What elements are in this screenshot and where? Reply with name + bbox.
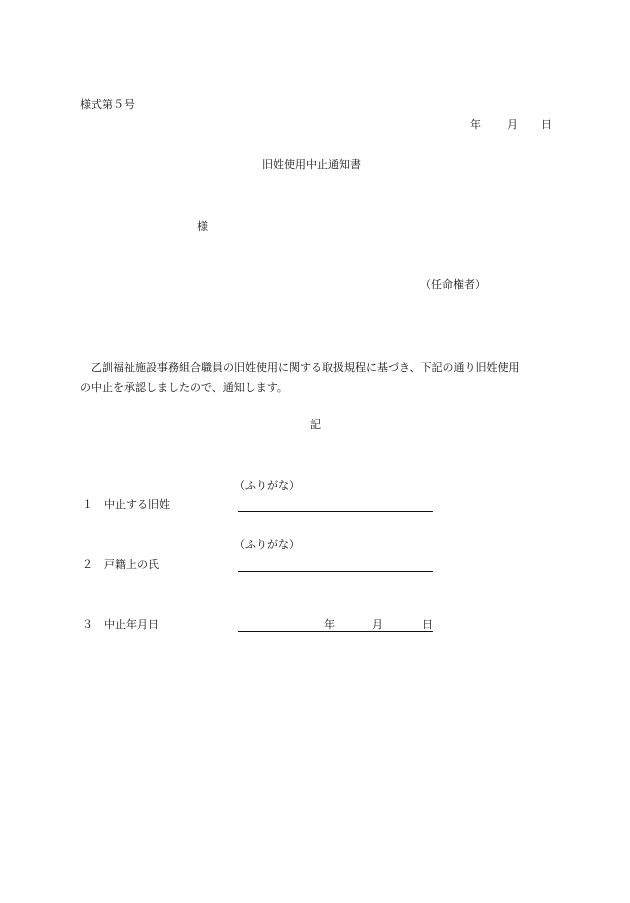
form-number: 様式第５号	[80, 98, 135, 111]
addressee-honorific: 様	[197, 220, 208, 233]
issue-date-month-label: 月	[507, 118, 518, 131]
item-2-blank-line[interactable]	[238, 571, 433, 572]
item-1-furigana-label: （ふりがな）	[234, 479, 300, 492]
issuer-label: （任命権者）	[420, 278, 486, 291]
item-1-blank-line[interactable]	[238, 511, 433, 512]
issue-date-year-label: 年	[470, 118, 481, 131]
body-paragraph	[80, 358, 550, 398]
item-2-furigana-label: （ふりがな）	[234, 538, 300, 551]
document-title: 旧姓使用中止通知書	[262, 158, 361, 171]
item-2-number: ２	[82, 558, 93, 571]
item-3-date-field[interactable]	[238, 618, 433, 632]
item-3-month-label: 月	[372, 618, 383, 631]
body-line-1: 乙訓福祉施設事務組合職員の旧姓使用に関する取扱規程に基づき、下記の通り旧姓使用	[91, 361, 520, 374]
item-2-label: 戸籍上の氏	[104, 558, 159, 571]
item-3-number: ３	[82, 618, 93, 631]
body-line-2: の中止を承認しましたので、通知します。	[80, 381, 288, 394]
ki-heading: 記	[310, 418, 321, 431]
item-3-year-label: 年	[324, 618, 335, 631]
item-1-number: １	[82, 498, 93, 511]
item-3-blank-line[interactable]	[238, 631, 433, 632]
issue-date-day-label: 日	[541, 118, 552, 131]
item-1-label: 中止する旧姓	[104, 498, 170, 511]
item-3-label: 中止年月日	[104, 618, 159, 631]
item-3-day-label: 日	[422, 618, 433, 631]
